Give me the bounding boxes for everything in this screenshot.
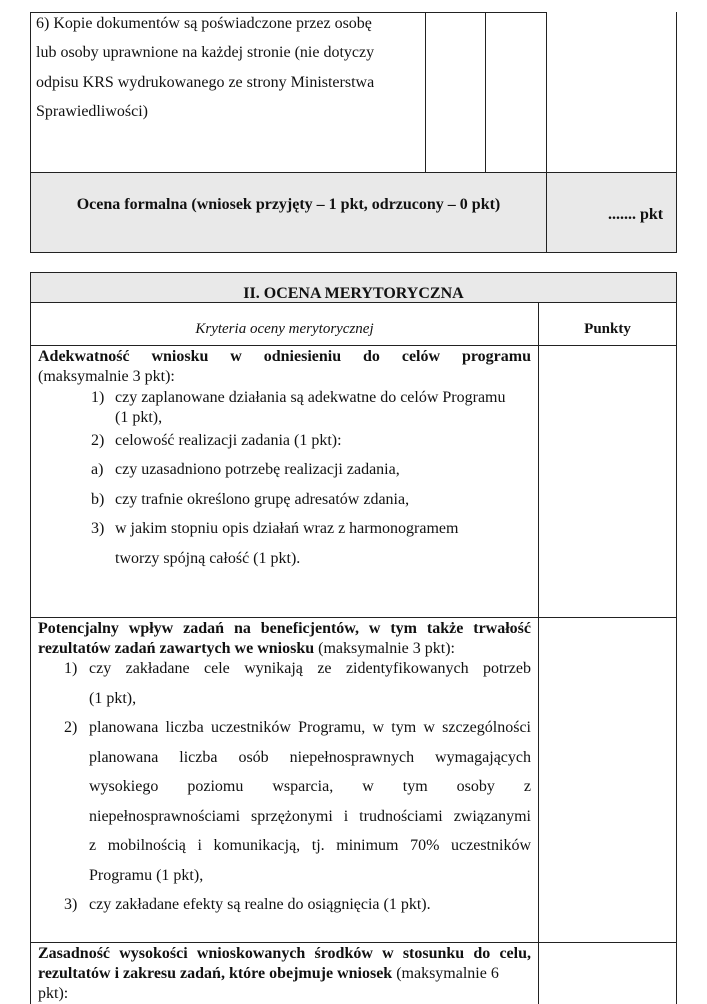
- c1-item-text: czy zaplanowane działania są adekwatne do celów Programu: [115, 389, 506, 406]
- c2-item-text: czy zakładane cele wynikają ze zidentyfikowanych potrzeb: [89, 660, 531, 677]
- row6-line4: Sprawiedliwości): [36, 103, 148, 120]
- c1-item-text: w jakim stopniu opis działań wraz z harmonogramem: [115, 520, 459, 537]
- row6-line3: odpisu KRS wydrukowanego ze strony Ministerstwa: [36, 74, 375, 91]
- c1-item-num: 2): [91, 432, 105, 449]
- c2-item-num: 1): [64, 660, 78, 677]
- c1-item-text: czy uzasadniono potrzebę realizacji zadania,: [115, 461, 400, 478]
- criterion-2-title: Potencjalny wpływ zadań na beneficjentów, w tym także trwałość: [38, 620, 531, 637]
- formal-summary-points: ....... pkt: [608, 206, 664, 223]
- points-column-header: Punkty: [584, 321, 631, 337]
- criterion-2-title-line2: [38, 639, 455, 659]
- c2-item-num: 2): [64, 719, 78, 736]
- criterion-1-max: (maksymalnie 3 pkt):: [38, 368, 175, 385]
- c1-item-num: b): [91, 491, 105, 508]
- c2-item-num: 3): [64, 896, 78, 913]
- c2-item-text: czy zakładane efekty są realne do osiągnięcia (1 pkt).: [89, 896, 431, 913]
- criterion-3-title-line2: [38, 964, 531, 984]
- c2-item-text: planowana liczba osób niepełnosprawnych wymagających: [89, 749, 531, 766]
- formal-table: [0, 0, 707, 254]
- merit-table: [0, 272, 707, 1004]
- c1-item-num: 1): [91, 389, 105, 406]
- formal-summary-label: Ocena formalna (wniosek przyjęty – 1 pkt, odrzucony – 0 pkt): [76, 196, 501, 213]
- c1-item-num: 3): [91, 520, 105, 537]
- row6-line1: 6) Kopie dokumentów są poświadczone przez osobę: [36, 15, 372, 32]
- criteria-column-header: Kryteria oceny merytorycznej: [195, 321, 374, 337]
- c2-item-text: z mobilnością i komunikacją, tj. minimum 70% uczestników: [89, 837, 531, 854]
- c1-item-text: czy trafnie określono grupę adresatów zdania,: [115, 491, 410, 508]
- c2-item-text: wysokiego poziomu wsparcia, w tym osoby z: [89, 778, 531, 795]
- criterion-3-title: Zasadność wysokości wnioskowanych środków w stosunku do celu,: [38, 945, 531, 962]
- criterion-2-max: (maksymalnie 3 pkt):: [314, 640, 455, 657]
- c1-item-num: a): [91, 461, 104, 478]
- c1-item-text: tworzy spójną całość (1 pkt).: [115, 550, 301, 567]
- c2-item-text: planowana liczba uczestników Programu, w tym w szczególności: [89, 719, 531, 736]
- c2-item-text: (1 pkt),: [89, 690, 137, 707]
- criterion-3-max: (maksymalnie 6: [392, 965, 499, 982]
- criterion-3-title-bold: rezultatów i zakresu zadań, które obejmuje wniosek: [38, 965, 393, 982]
- criterion-3-max-line3: pkt):: [38, 985, 69, 1002]
- criterion-1-title: Adekwatność wniosku w odniesieniu do celów programu: [38, 348, 531, 365]
- criterion-2-title-bold: rezultatów zadań zawartych we wniosku: [38, 640, 315, 657]
- c2-item-text: niepełnosprawnościami sprzężonymi i trudnościami związanymi: [89, 808, 531, 825]
- row6-line2: lub osoby uprawnione na każdej stronie (nie dotyczy: [36, 44, 375, 61]
- c1-item-text: celowość realizacji zadania (1 pkt):: [115, 432, 342, 449]
- merit-title: II. OCENA MERYTORYCZNA: [243, 285, 464, 302]
- c1-item-text: (1 pkt),: [115, 409, 163, 426]
- c2-item-text: Programu (1 pkt),: [89, 867, 204, 884]
